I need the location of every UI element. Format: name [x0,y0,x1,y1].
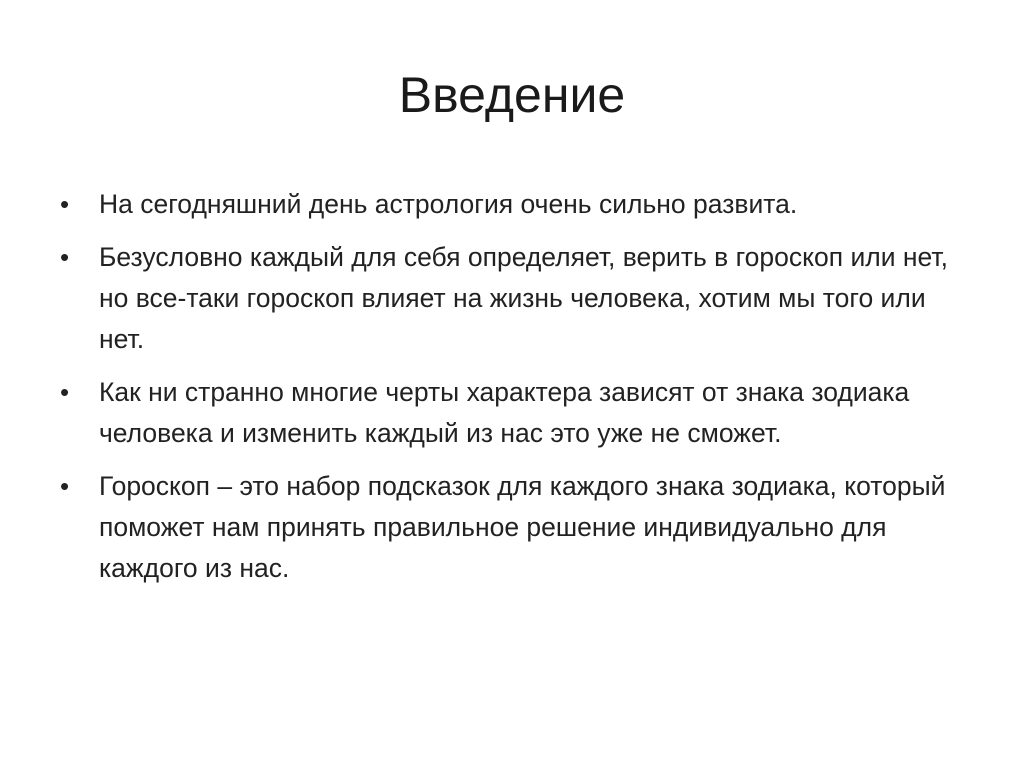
bullet-item [56,237,956,360]
bullet-list [56,184,956,601]
bullet-text: Безусловно каждый для себя определяет, верить в гороскоп или нет, но все-таки гороскоп влияет на жизнь человека, хотим мы того или нет. [99,242,948,354]
bullet-icon: • [60,377,70,407]
bullet-icon: • [60,242,70,272]
slide-title: Введение [398,67,626,123]
bullet-icon: • [60,471,70,501]
bullet-item [56,184,956,225]
bullet-item [56,372,956,454]
bullet-text: На сегодняшний день астрология очень сильно развита. [99,189,798,219]
bullet-icon: • [60,189,70,219]
bullet-item [56,466,956,589]
bullet-text: Гороскоп – это набор подсказок для каждого знака зодиака, который поможет нам принять правильное решение индивидуально для каждого из нас. [99,471,946,583]
bullet-text: Как ни странно многие черты характера зависят от знака зодиака человека и изменить каждый из нас это уже не сможет. [99,377,910,448]
